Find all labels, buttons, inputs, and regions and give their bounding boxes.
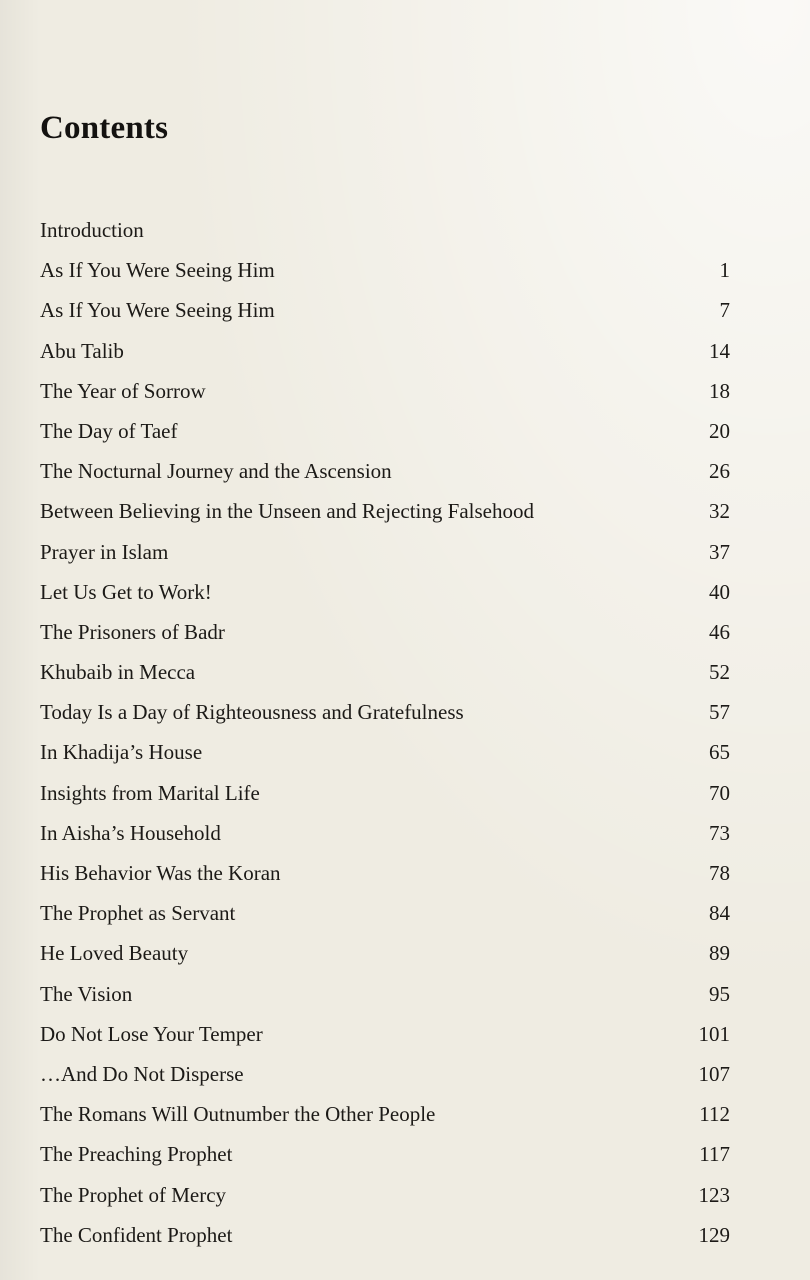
toc-entry-page-number: 101 xyxy=(698,1021,730,1046)
toc-entry xyxy=(40,933,730,973)
toc-entry-title: Abu Talib xyxy=(40,338,124,363)
toc-entry xyxy=(40,1134,730,1174)
toc-entry-title: In Aisha’s Household xyxy=(40,820,221,845)
toc-entry-page-number: 123 xyxy=(698,1182,730,1207)
toc-entry-page-number: 52 xyxy=(709,660,730,685)
toc-entry-page-number: 65 xyxy=(709,740,730,765)
toc-entry xyxy=(40,813,730,853)
toc-entry-title: He Loved Beauty xyxy=(40,941,189,966)
toc-entry-title: Khubaib in Mecca xyxy=(40,660,196,685)
toc-entry-page-number: 95 xyxy=(709,981,730,1006)
toc-entry xyxy=(40,652,730,692)
toc-entry-title: Let Us Get to Work! xyxy=(40,579,212,604)
toc-entry-page-number: 18 xyxy=(709,378,730,403)
toc-entry-title: The Preaching Prophet xyxy=(40,1142,233,1167)
toc-entry-title: The Prophet as Servant xyxy=(40,901,236,926)
toc-entry-page-number: 14 xyxy=(709,338,730,363)
toc-entry xyxy=(40,250,730,290)
toc-entry xyxy=(40,451,730,491)
toc-entry xyxy=(40,692,730,732)
toc-entry-title: Insights from Marital Life xyxy=(40,780,260,805)
toc-entry xyxy=(40,1054,730,1094)
toc-entry-title: Do Not Lose Your Temper xyxy=(40,1021,263,1046)
toc-entry xyxy=(40,773,730,813)
toc-entry-title: His Behavior Was the Koran xyxy=(40,861,281,885)
toc-entry-title: The Vision xyxy=(40,981,133,1006)
toc-entry-title: The Prophet of Mercy xyxy=(40,1182,227,1207)
toc-entry xyxy=(40,1175,730,1215)
toc-entry xyxy=(40,853,730,893)
toc-entry-page-number: 46 xyxy=(709,619,730,644)
toc-entry xyxy=(40,290,730,330)
toc-entry xyxy=(40,1094,730,1134)
toc-entry xyxy=(40,1014,730,1054)
toc-entry-title: Between Believing in the Unseen and Rejecting Falsehood xyxy=(40,499,534,524)
toc-entry-page-number: 107 xyxy=(698,1061,730,1086)
page-title: Contents xyxy=(40,110,169,146)
toc-entry xyxy=(40,371,730,411)
toc-entry-title: As If You Were Seeing Him xyxy=(40,258,275,283)
toc-entry-page-number: 40 xyxy=(709,579,730,604)
toc-entry xyxy=(40,612,730,652)
toc-entry-title: The Prisoners of Badr xyxy=(40,619,225,644)
toc-entry-page-number: 89 xyxy=(709,941,730,966)
toc-entry-page-number: 84 xyxy=(709,901,730,926)
toc-entry-title: The Romans Will Outnumber the Other People xyxy=(40,1102,436,1127)
toc-entry-title: As If You Were Seeing Him xyxy=(40,298,275,323)
toc-entry-page-number: 78 xyxy=(709,861,730,885)
toc-entry-page-number: 129 xyxy=(698,1222,730,1247)
toc-entry-title: The Day of Taef xyxy=(40,418,178,443)
toc-entry-page-number: 7 xyxy=(719,298,730,323)
toc-entry xyxy=(40,331,730,371)
toc-entry xyxy=(40,893,730,933)
toc-entry-page-number: 70 xyxy=(709,780,730,805)
toc-entry-page-number: 73 xyxy=(709,820,730,845)
toc-entry xyxy=(40,411,730,451)
toc-entry-title: …And Do Not Disperse xyxy=(40,1061,244,1086)
toc-entry xyxy=(40,572,730,612)
toc-entry-page-number: 117 xyxy=(699,1142,730,1167)
toc-entry-page-number: 32 xyxy=(709,499,730,524)
toc-entry xyxy=(40,210,730,250)
toc-entry xyxy=(40,1215,730,1255)
toc-entry xyxy=(40,974,730,1014)
toc-entry xyxy=(40,732,730,772)
toc-entry xyxy=(40,532,730,572)
toc-entry-page-number: 26 xyxy=(709,459,730,484)
toc-entry-title: In Khadija’s House xyxy=(40,740,203,765)
toc-entry-page-number: 20 xyxy=(709,418,730,443)
toc-entry-title: The Year of Sorrow xyxy=(40,378,206,403)
toc-entry-title: Today Is a Day of Righteousness and Gratefulness xyxy=(40,700,464,725)
toc-entry-page-number: 57 xyxy=(709,700,730,725)
toc-entry-title: The Nocturnal Journey and the Ascension xyxy=(40,459,392,484)
toc-entry-page-number: 1 xyxy=(719,258,730,283)
toc-entry-title: The Confident Prophet xyxy=(40,1222,233,1247)
toc-entry-page-number: 112 xyxy=(699,1102,730,1127)
toc-entry-title: Prayer in Islam xyxy=(40,539,169,564)
toc-entry-title: Introduction xyxy=(40,218,144,242)
table-of-contents xyxy=(40,210,730,1255)
toc-entry-page-number: 37 xyxy=(709,539,730,564)
toc-entry xyxy=(40,491,730,531)
